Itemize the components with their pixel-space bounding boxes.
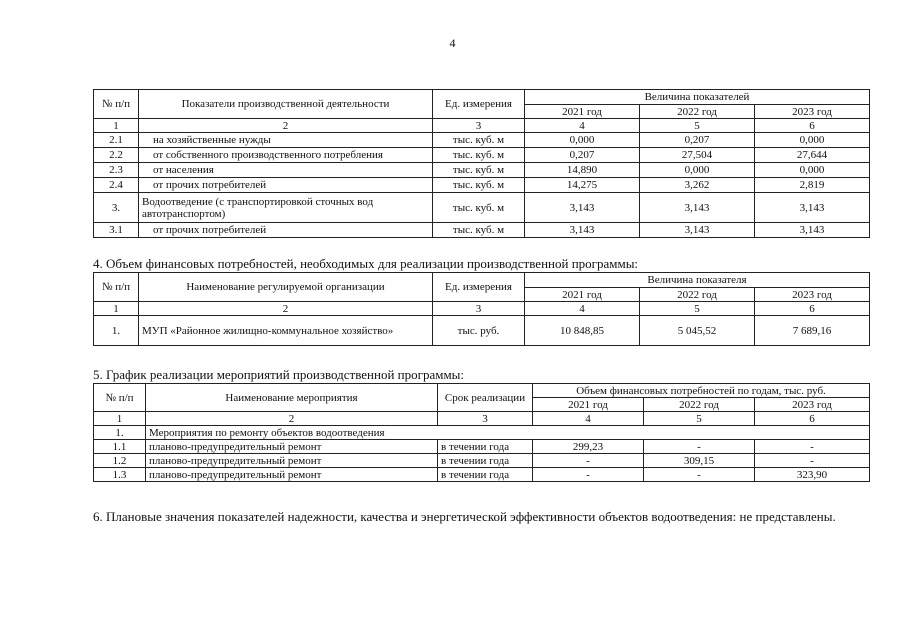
row-value-2021: 299,23	[533, 440, 644, 454]
row-value-2021: -	[533, 468, 644, 482]
row-unit: тыс. куб. м	[433, 223, 525, 238]
index-cell: 6	[755, 119, 870, 133]
index-cell: 6	[755, 302, 870, 316]
row-num: 1.3	[94, 468, 146, 482]
row-name: Водоотведение (с транспортировкой сточных вод автотранспортом)	[139, 193, 433, 223]
index-cell: 5	[640, 302, 755, 316]
row-name: планово-предупредительный ремонт	[146, 440, 438, 454]
row-value-2022: 0,207	[640, 133, 755, 148]
header-unit: Ед. измерения	[433, 90, 525, 119]
section-5-title: 5. График реализации мероприятий производственной программы:	[93, 367, 465, 382]
row-value-2022: 3,262	[640, 178, 755, 193]
row-value-2023: 0,000	[755, 163, 870, 178]
row-value-2022: -	[644, 468, 755, 482]
table-row	[94, 454, 870, 468]
row-name: на хозяйственные нужды	[139, 133, 433, 148]
section-4-title: 4. Объем финансовых потребностей, необходимых для реализации производственной программы:	[93, 256, 639, 271]
row-num: 1.1	[94, 440, 146, 454]
row-value-2022: 27,504	[640, 148, 755, 163]
row-value-2021: 0,207	[525, 148, 640, 163]
row-value-2023: 0,000	[755, 133, 870, 148]
header-name: Показатели производственной деятельности	[139, 90, 433, 119]
index-cell: 1	[94, 119, 139, 133]
row-value-2021: 0,000	[525, 133, 640, 148]
table-row	[94, 163, 870, 178]
index-cell: 1	[94, 302, 139, 316]
row-num: 1.	[94, 316, 139, 346]
index-cell: 3	[433, 302, 525, 316]
row-value-2022: 3,143	[640, 223, 755, 238]
row-value-2022: 5 045,52	[640, 316, 755, 346]
row-name: МУП «Районное жилищно-коммунальное хозяйство»	[139, 316, 433, 346]
row-value-2023: -	[755, 440, 870, 454]
row-value-2023: 323,90	[755, 468, 870, 482]
row-value-2023: 27,644	[755, 148, 870, 163]
index-row	[94, 119, 870, 133]
row-term: в течении года	[438, 440, 533, 454]
row-value-2021: 10 848,85	[525, 316, 640, 346]
row-unit: тыс. руб.	[433, 316, 525, 346]
index-row	[94, 412, 870, 426]
row-num: 2.2	[94, 148, 139, 163]
row-value-2021: 14,890	[525, 163, 640, 178]
index-cell: 3	[438, 412, 533, 426]
row-num: 2.4	[94, 178, 139, 193]
table-row	[94, 440, 870, 454]
row-value-2022: 309,15	[644, 454, 755, 468]
schedule-table	[93, 383, 870, 482]
index-cell: 3	[433, 119, 525, 133]
row-num: 3.1	[94, 223, 139, 238]
row-num: 2.3	[94, 163, 139, 178]
row-value-2023: 3,143	[755, 193, 870, 223]
header-year-2023: 2023 год	[755, 398, 870, 412]
index-row	[94, 302, 870, 316]
header-value-group: Величина показателей	[525, 90, 870, 105]
group-row-name: Мероприятия по ремонту объектов водоотведения	[146, 426, 870, 440]
table-row	[94, 316, 870, 346]
table-row	[94, 468, 870, 482]
row-name: от прочих потребителей	[139, 223, 433, 238]
header-year-2022: 2022 год	[644, 398, 755, 412]
table-row	[94, 193, 870, 223]
row-unit: тыс. куб. м	[433, 133, 525, 148]
row-value-2022: 3,143	[640, 193, 755, 223]
header-unit: Ед. измерения	[433, 273, 525, 302]
row-value-2021: -	[533, 454, 644, 468]
row-unit: тыс. куб. м	[433, 178, 525, 193]
table-row	[94, 223, 870, 238]
row-value-2023: 7 689,16	[755, 316, 870, 346]
index-cell: 4	[533, 412, 644, 426]
header-num: № п/п	[94, 273, 139, 302]
row-value-2023: 3,143	[755, 223, 870, 238]
table-row	[94, 178, 870, 193]
header-year-2022: 2022 год	[640, 105, 755, 119]
row-num: 2.1	[94, 133, 139, 148]
index-cell: 5	[640, 119, 755, 133]
row-name: планово-предупредительный ремонт	[146, 454, 438, 468]
row-unit: тыс. куб. м	[433, 193, 525, 223]
row-num: 1.2	[94, 454, 146, 468]
row-value-2023: -	[755, 454, 870, 468]
row-name: от собственного производственного потребления	[139, 148, 433, 163]
header-term: Срок реализации	[438, 384, 533, 412]
financial-needs-table	[93, 272, 870, 346]
index-cell: 5	[644, 412, 755, 426]
row-unit: тыс. куб. м	[433, 148, 525, 163]
header-year-2021: 2021 год	[533, 398, 644, 412]
page-number: 4	[449, 36, 456, 50]
index-cell: 2	[146, 412, 438, 426]
row-num: 3.	[94, 193, 139, 223]
header-name: Наименование мероприятия	[146, 384, 438, 412]
index-cell: 4	[525, 302, 640, 316]
row-term: в течении года	[438, 454, 533, 468]
index-cell: 4	[525, 119, 640, 133]
row-value-2021: 3,143	[525, 193, 640, 223]
header-year-2021: 2021 год	[525, 288, 640, 302]
header-year-2023: 2023 год	[755, 105, 870, 119]
header-year-2022: 2022 год	[640, 288, 755, 302]
row-value-2022: -	[644, 440, 755, 454]
table-row	[94, 133, 870, 148]
row-term: в течении года	[438, 468, 533, 482]
table-row	[94, 148, 870, 163]
row-value-2023: 2,819	[755, 178, 870, 193]
header-name: Наименование регулируемой организации	[139, 273, 433, 302]
header-num: № п/п	[94, 384, 146, 412]
row-name: от прочих потребителей	[139, 178, 433, 193]
index-cell: 6	[755, 412, 870, 426]
row-name: планово-предупредительный ремонт	[146, 468, 438, 482]
header-num: № п/п	[94, 90, 139, 119]
header-value-group: Объем финансовых потребностей по годам, тыс. руб.	[533, 384, 870, 398]
header-year-2023: 2023 год	[755, 288, 870, 302]
production-indicators-table	[93, 89, 870, 238]
row-name: от населения	[139, 163, 433, 178]
index-cell: 2	[139, 302, 433, 316]
group-row	[94, 426, 870, 440]
row-unit: тыс. куб. м	[433, 163, 525, 178]
row-value-2022: 0,000	[640, 163, 755, 178]
row-value-2021: 3,143	[525, 223, 640, 238]
row-num: 1.	[94, 426, 146, 440]
header-value-group: Величина показателя	[525, 273, 870, 288]
index-cell: 2	[139, 119, 433, 133]
header-year-2021: 2021 год	[525, 105, 640, 119]
index-cell: 1	[94, 412, 146, 426]
section-6-text: 6. Плановые значения показателей надежности, качества и энергетической эффективности объектов водоотведения: не представлены.	[93, 509, 836, 524]
row-value-2021: 14,275	[525, 178, 640, 193]
